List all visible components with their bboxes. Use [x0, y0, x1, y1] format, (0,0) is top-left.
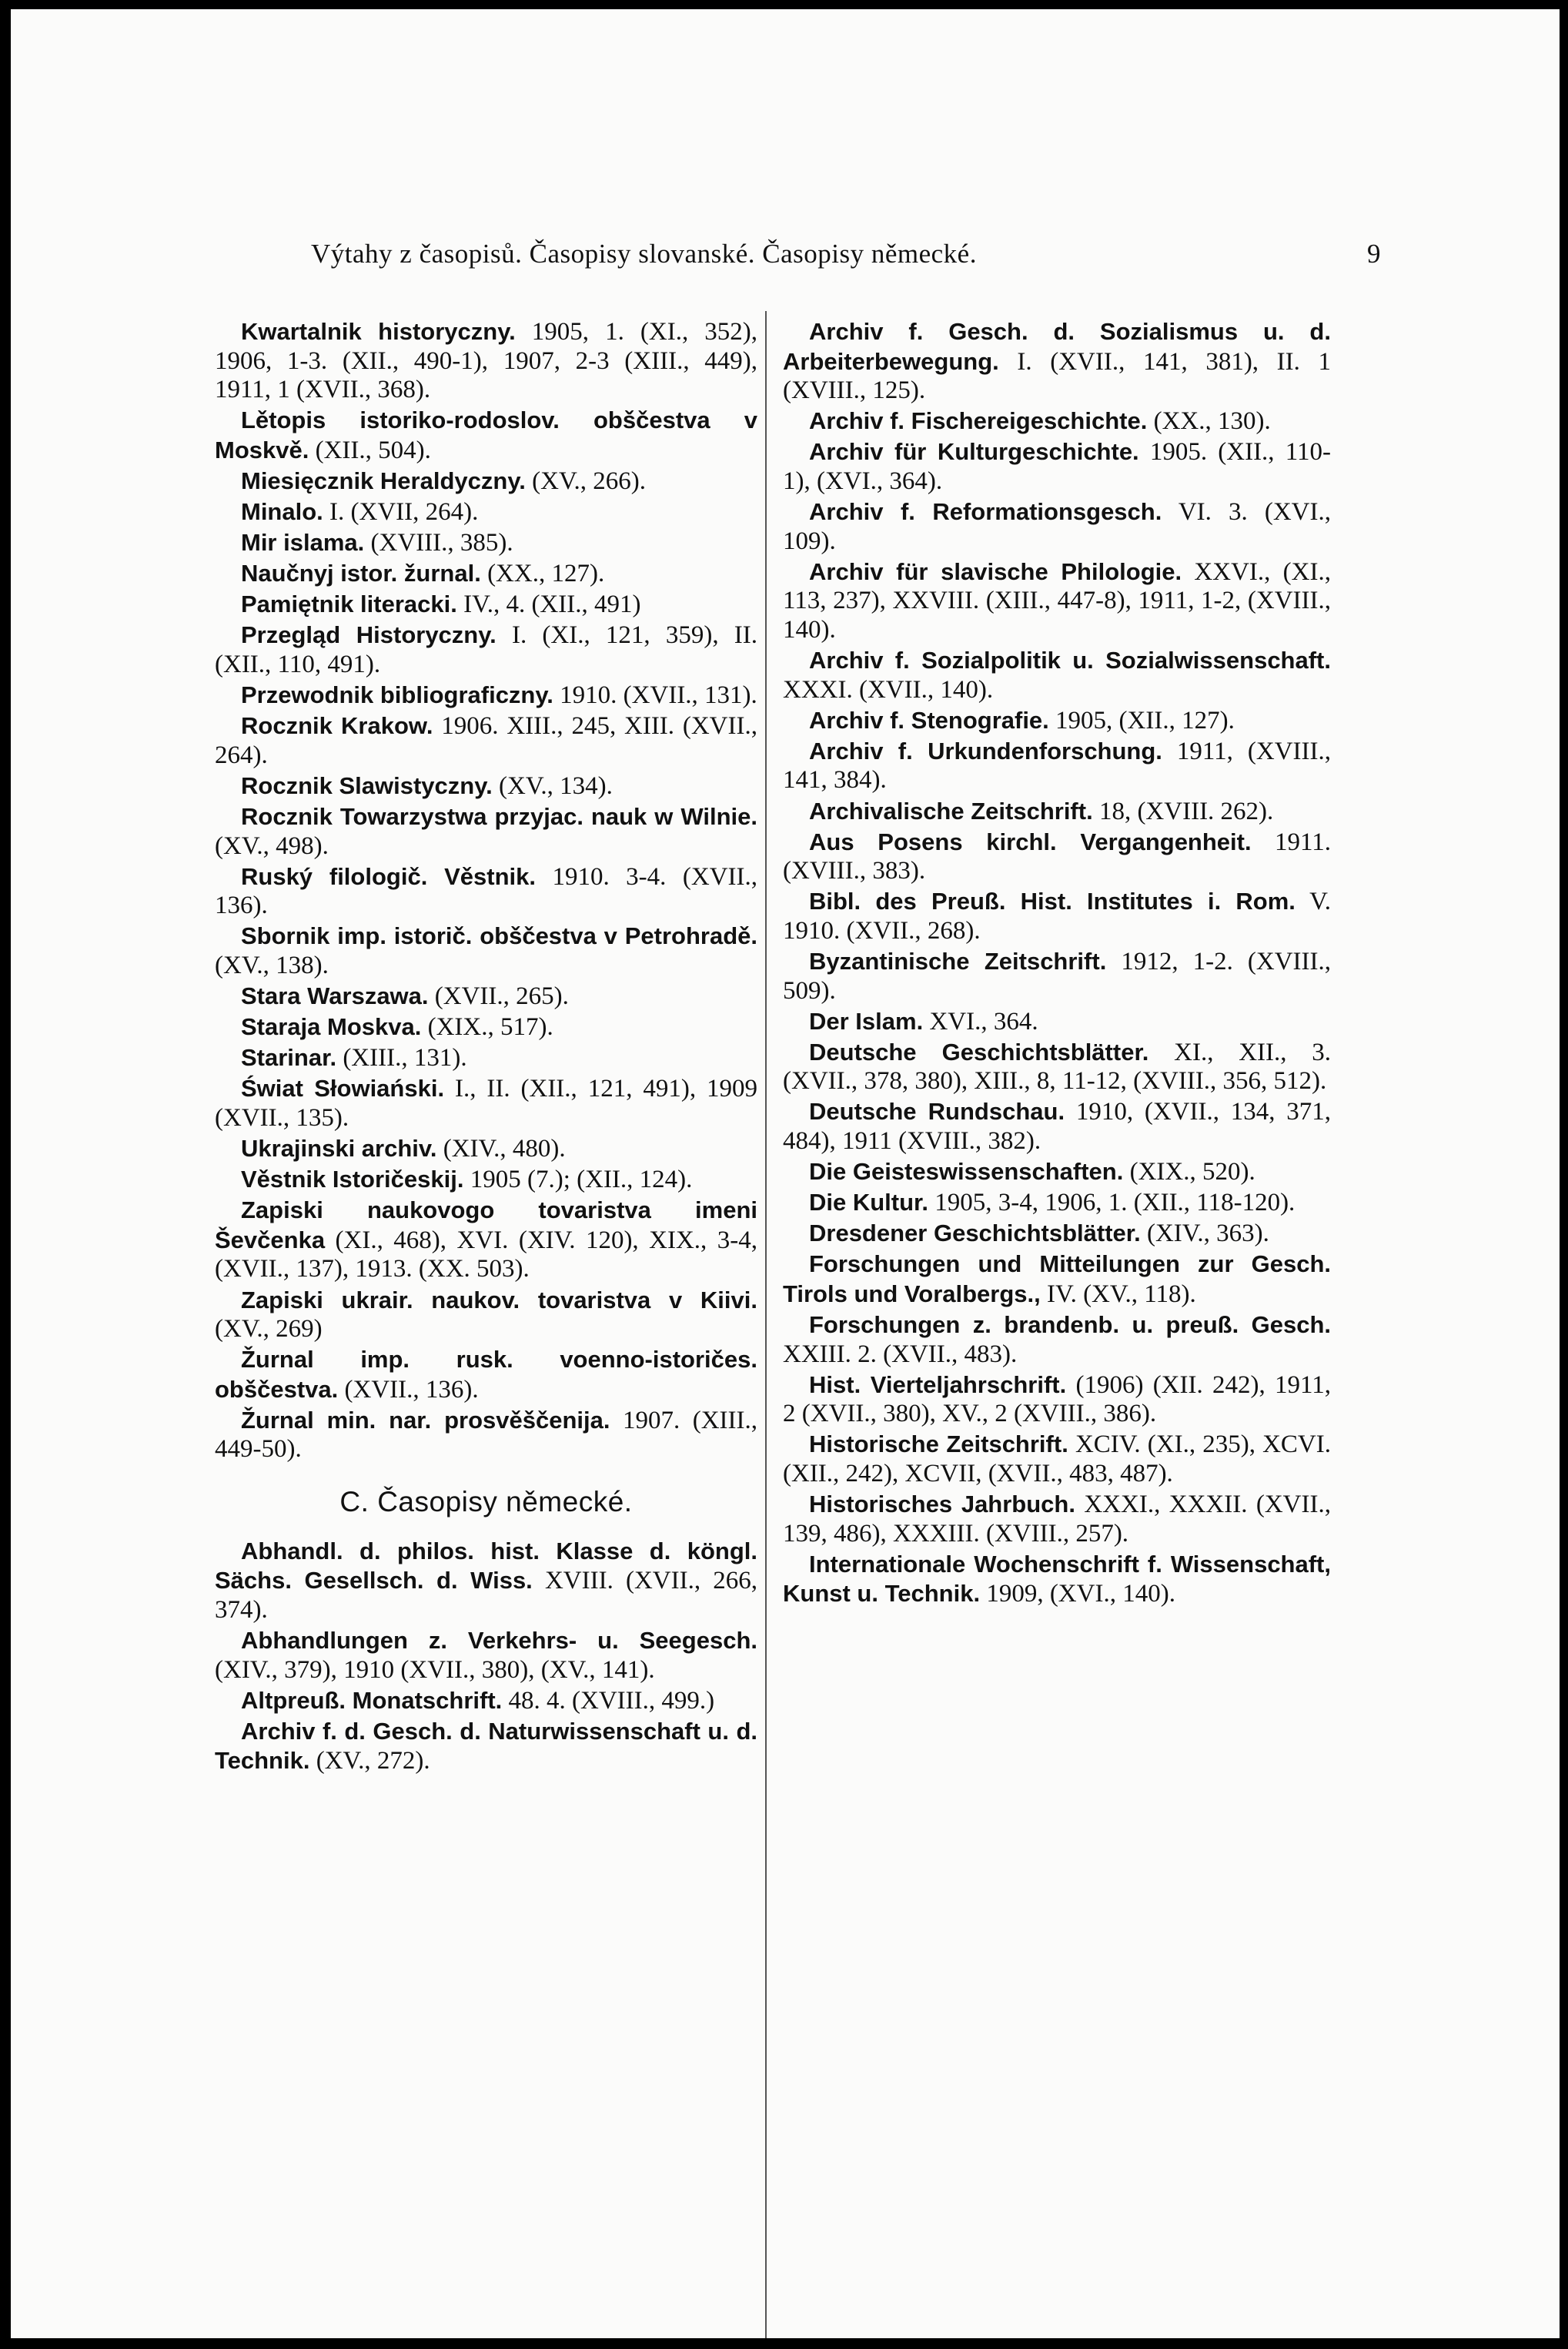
entry-title: Archiv f. Stenografie. — [809, 706, 1049, 734]
entry-references: (XVIII., 385). — [364, 529, 513, 557]
index-entry — [215, 621, 757, 679]
entry-title: Byzantinische Zeitschrift. — [809, 947, 1107, 975]
entry-title: Archiv f. Sozialpolitik u. Sozialwissenschaft. — [809, 647, 1331, 674]
index-entry — [783, 1188, 1331, 1218]
index-entry — [215, 1717, 757, 1776]
index-entry — [215, 982, 757, 1012]
entry-references: I. (XI., 121, 359), II. (XII., 110, 491). — [215, 621, 757, 679]
index-entry — [783, 497, 1331, 556]
index-entry — [215, 1345, 757, 1404]
entry-references: I. (XVII, 264). — [323, 498, 479, 527]
entry-title: Forschungen z. brandenb. u. preuß. Gesch. — [809, 1311, 1331, 1339]
index-entry — [783, 1250, 1331, 1309]
index-entry — [215, 1686, 757, 1716]
index-entry — [783, 1310, 1331, 1369]
running-head-title: Výtahy z časopisů. Časopisy slovanské. Časopisy německé. — [311, 239, 977, 269]
index-entry — [215, 1406, 757, 1464]
index-entry — [215, 1196, 757, 1284]
entry-title: Mir islama. — [241, 529, 365, 557]
entry-title: Zapiski ukrair. naukov. tovaristva v Kiivi. — [241, 1286, 757, 1313]
right-entries — [783, 317, 1331, 1609]
entry-references: I. (XVII., 141, 381), II. 1 (XVIII., 125). — [783, 347, 1331, 405]
entry-title: Kwartalnik historyczny. — [241, 318, 516, 345]
entry-references: (XVII., 265). — [428, 982, 569, 1011]
column-rule — [765, 311, 767, 2338]
entry-title: Rocznik Krakow. — [241, 712, 433, 740]
index-entry — [783, 1097, 1331, 1156]
entry-references: (XIX., 520). — [1123, 1158, 1255, 1186]
entry-references: (XI., 468), XVI. (XIV. 120), XIX., 3-4, (XVII., 137), 1913. (XX. 503). — [215, 1226, 757, 1283]
entry-references: (XVII., 136). — [338, 1375, 479, 1404]
entry-title: Starinar. — [241, 1044, 337, 1072]
entry-references: 48. 4. (XVIII., 499.) — [502, 1686, 715, 1715]
index-entry — [783, 317, 1331, 406]
index-entry — [215, 771, 757, 801]
entry-title: Aus Posens kirchl. Vergangenheit. — [809, 828, 1252, 855]
entry-title: Archiv für slavische Philologie. — [809, 557, 1182, 585]
entry-title: Staraja Moskva. — [241, 1013, 422, 1041]
entry-references: 1909, (XVI., 140). — [980, 1580, 1175, 1608]
page-number: 9 — [1367, 239, 1381, 269]
entry-title: Hist. Vierteljahrschrift. — [809, 1370, 1067, 1398]
entry-references: VI. 3. (XVI., 109). — [783, 498, 1331, 555]
index-entry — [783, 437, 1331, 496]
entry-title: Abhandlungen z. Verkehrs- u. Seegesch. — [241, 1626, 757, 1654]
entry-title: Deutsche Rundschau. — [809, 1098, 1065, 1126]
index-entry — [783, 797, 1331, 827]
index-entry — [215, 528, 757, 558]
entry-references: 1905 (7.); (XII., 124). — [463, 1166, 693, 1194]
entry-title: Naučnyj istor. žurnal. — [241, 560, 481, 587]
entry-references: (XIV., 363). — [1140, 1220, 1269, 1248]
index-entry — [215, 1012, 757, 1042]
entry-references: (XV., 272). — [309, 1747, 430, 1775]
entry-title: Věstnik Istoričeskij. — [241, 1166, 464, 1193]
index-entry — [783, 947, 1331, 1006]
index-entry — [783, 1219, 1331, 1249]
entry-title: Sbornik imp. istorič. obščestva v Petrohradě. — [241, 922, 757, 950]
entry-references: 1910, (XVII., 134, 371, 484), 1911 (XVIII., 382). — [783, 1098, 1331, 1156]
entry-title: Deutsche Geschichtsblätter. — [809, 1038, 1149, 1066]
entry-title: Zapiski naukovogo tovaristva imeni Ševčenka — [215, 1196, 757, 1253]
entry-title: Archivalische Zeitschrift. — [809, 797, 1093, 825]
entry-references: (1906) (XII. 242), 1911, 2 (XVII., 380), XV., 2 (XVIII., 386). — [783, 1370, 1331, 1428]
entry-title: Minalo. — [241, 498, 323, 526]
entry-references: 1905. (XII., 110-1), (XVI., 364). — [783, 438, 1331, 495]
index-entry — [783, 646, 1331, 704]
index-entry — [215, 862, 757, 921]
entry-title: Der Islam. — [809, 1007, 924, 1035]
entry-title: Rocznik Slawistyczny. — [241, 771, 493, 799]
entry-title: Świat Słowiański. — [241, 1075, 445, 1103]
index-entry — [215, 1537, 757, 1625]
left-entries-after — [215, 1537, 757, 1776]
entry-references: (XIV., 480). — [436, 1135, 566, 1163]
entry-references: 1910. 3-4. (XVII., 136). — [215, 862, 758, 920]
entry-title: Abhandl. d. philos. hist. Klasse d. köngl. Sächs. Gesellsch. d. Wiss. — [215, 1537, 757, 1594]
index-entry — [783, 1430, 1331, 1488]
entry-references: 18, (XVIII. 262). — [1092, 797, 1274, 825]
entry-references: 1910. (XVII., 131). — [553, 681, 757, 710]
index-entry — [783, 1550, 1331, 1609]
entry-references: I., II. (XII., 121, 491), 1909 (XVII., 135). — [215, 1075, 757, 1132]
entry-references: XI., XII., 3. (XVII., 378, 380), XIII., 8, 11-12, (XVIII., 356, 512). — [783, 1038, 1331, 1096]
index-entry — [215, 1134, 757, 1164]
entry-references: (XV., 138). — [215, 951, 329, 979]
entry-references: 1907. (XIII., 449-50). — [215, 1406, 758, 1464]
index-entry — [215, 317, 757, 405]
index-entry — [783, 557, 1331, 645]
entry-title: Forschungen und Mitteilungen zur Gesch. Tirols und Voralbergs., — [783, 1250, 1331, 1307]
entry-title: Stara Warszawa. — [241, 982, 429, 1010]
index-entry — [215, 1626, 757, 1685]
right-column — [783, 317, 1331, 1611]
index-entry — [783, 1007, 1331, 1037]
entry-references: XCIV. (XI., 235), XCVI. (XII., 242), XCVII, (XVII., 483, 487). — [783, 1430, 1331, 1488]
entry-title: Ruský filologič. Věstnik. — [241, 862, 537, 890]
entry-references: V. 1910. (XVII., 268). — [783, 888, 1332, 945]
entry-title: Die Geisteswissenschaften. — [809, 1158, 1124, 1186]
entry-title: Dresdener Geschichtsblätter. — [809, 1220, 1141, 1247]
entry-references: (XIII., 131). — [336, 1044, 467, 1072]
entry-title: Ukrajinski archiv. — [241, 1135, 437, 1163]
entry-references: (XX., 127). — [480, 560, 605, 588]
entry-references: (XX., 130). — [1147, 407, 1271, 436]
index-entry — [215, 1286, 757, 1344]
index-entry — [215, 922, 757, 980]
entry-title: Internationale Wochenschrift f. Wissenschaft, Kunst u. Technik. — [783, 1550, 1331, 1608]
entry-references: XXXI. (XVII., 140). — [783, 675, 994, 704]
entry-title: Lětopis istoriko-rodoslov. obščestva v Moskvě. — [215, 407, 757, 463]
index-entry — [783, 706, 1331, 736]
entry-references: XXVI., (XI., 113, 237), XXVIII. (XIII., 447-8), 1911, 1-2, (XVIII., 140). — [783, 557, 1331, 644]
entry-title: Pamiętnik literacki. — [241, 591, 457, 618]
entry-title: Žurnal imp. rusk. voenno-istoričes. obščestva. — [215, 1346, 757, 1403]
entry-references: 1911. (XVIII., 383). — [783, 828, 1331, 885]
entry-title: Przegląd Historyczny. — [241, 621, 496, 649]
index-entry — [215, 1043, 757, 1073]
entry-title: Žurnal min. nar. prosvěščenija. — [241, 1406, 610, 1434]
entry-references: 1911, (XVIII., 141, 384). — [783, 737, 1331, 795]
section-heading: C. Časopisy německé. — [339, 1486, 633, 1518]
index-entry — [783, 407, 1331, 437]
entry-title: Archiv f. Gesch. d. Sozialismus u. d. Arbeiterbewegung. — [783, 318, 1331, 375]
index-entry — [783, 828, 1331, 886]
index-entry — [215, 559, 757, 589]
entry-title: Historische Zeitschrift. — [809, 1430, 1068, 1458]
entry-references: IV., 4. (XII., 491) — [456, 591, 641, 619]
entry-title: Altpreuß. Monatschrift. — [241, 1686, 503, 1714]
entry-references: 1906. XIII., 245, XIII. (XVII., 264). — [215, 712, 757, 769]
index-entry — [215, 1165, 757, 1195]
index-entry — [783, 1038, 1331, 1096]
entry-references: XVI., 364. — [923, 1007, 1038, 1036]
entry-references: 1905, 1. (XI., 352), 1906, 1-3. (XII., 490-1), 1907, 2-3 (XIII., 449), 1911, 1 (XVII., 368). — [215, 318, 757, 404]
entry-references: 1905, (XII., 127). — [1048, 706, 1235, 734]
index-entry — [783, 887, 1331, 945]
index-entry — [783, 1370, 1331, 1429]
left-column — [215, 317, 757, 1777]
index-entry — [215, 1074, 757, 1133]
entry-title: Archiv f. Fischereigeschichte. — [809, 407, 1148, 435]
page — [11, 9, 1560, 2338]
entry-references: (XV., 269) — [215, 1315, 323, 1343]
entry-title: Przewodnik bibliograficzny. — [241, 681, 553, 709]
entry-references: 1905, 3-4, 1906, 1. (XII., 118-120). — [928, 1189, 1296, 1217]
entry-references: 1912, 1-2. (XVIII., 509). — [783, 947, 1332, 1005]
entry-title: Bibl. des Preuß. Hist. Institutes i. Rom. — [809, 888, 1296, 915]
entry-title: Miesięcznik Heraldyczny. — [241, 467, 526, 494]
index-entry — [215, 406, 757, 465]
entry-title: Rocznik Towarzystwa przyjac. nauk w Wilnie. — [241, 803, 757, 830]
entry-references: (XV., 498). — [215, 832, 329, 860]
entry-references: XXXI., XXXII. (XVII., 139, 486), XXXIII. (XVIII., 257). — [783, 1491, 1331, 1548]
index-entry — [215, 467, 757, 497]
entry-title: Archiv f. Reformationsgesch. — [809, 498, 1162, 526]
entry-references: XXIII. 2. (XVII., 483). — [783, 1340, 1018, 1368]
entry-references: (XV., 134). — [492, 771, 613, 800]
entry-references: (XV., 266). — [525, 467, 647, 495]
entry-references: (XII., 504). — [309, 436, 431, 464]
entry-title: Archiv f. d. Gesch. d. Naturwissenschaft u. d. Technik. — [215, 1717, 757, 1775]
index-entry — [215, 802, 757, 861]
index-entry — [783, 1490, 1331, 1548]
entry-references: (XIX., 517). — [421, 1013, 553, 1042]
entry-title: Die Kultur. — [809, 1189, 929, 1216]
index-entry — [215, 681, 757, 711]
entry-references: XVIII. (XVII., 266, 374). — [215, 1567, 758, 1624]
entry-title: Archiv f. Urkundenforschung. — [809, 737, 1162, 765]
index-entry — [783, 737, 1331, 795]
entry-title: Archiv für Kulturgeschichte. — [809, 438, 1139, 466]
index-entry — [783, 1157, 1331, 1187]
entry-references: (XIV., 379), 1910 (XVII., 380), (XV., 141). — [215, 1655, 655, 1684]
entry-references: IV. (XV., 118). — [1040, 1280, 1196, 1308]
index-entry — [215, 497, 757, 527]
index-entry — [215, 711, 757, 770]
index-entry — [215, 590, 757, 620]
entry-title: Historisches Jahrbuch. — [809, 1491, 1075, 1518]
left-entries-before — [215, 317, 757, 1464]
